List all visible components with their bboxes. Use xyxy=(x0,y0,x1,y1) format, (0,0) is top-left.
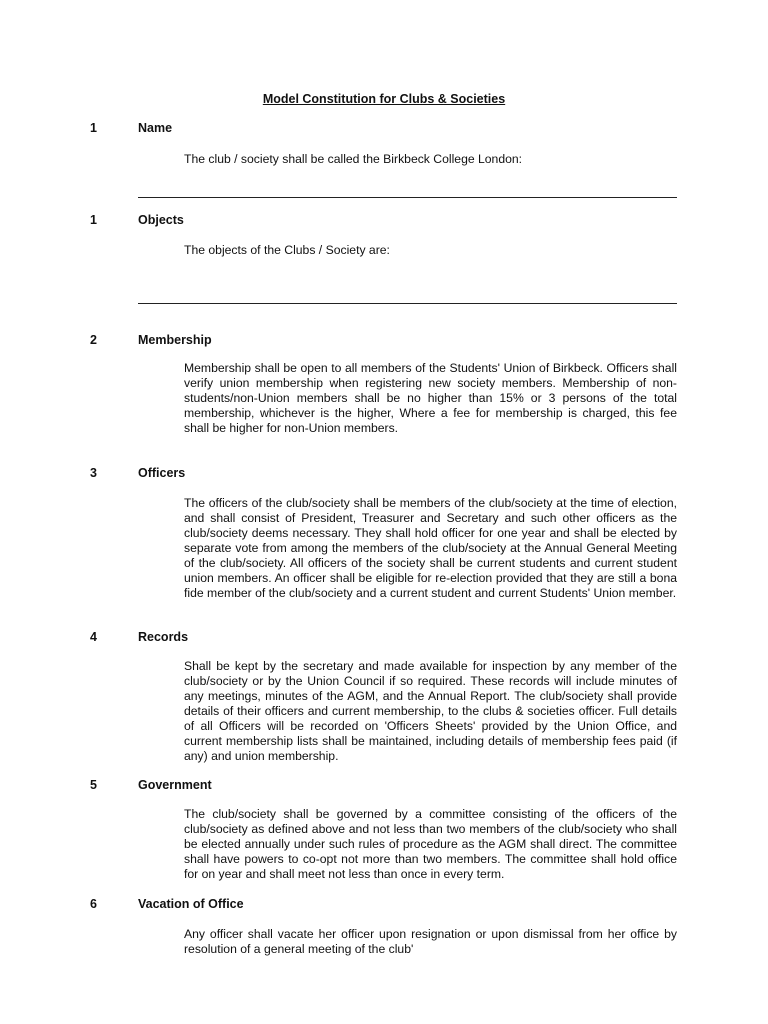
section-body: Membership shall be open to all members of the Students' Union of Birkbeck. Officers shall verify union membership when registering new society members. Membership of non-students/non-Union members shall be no higher than 15% or 3 persons of the total membership, whichever is the higher, Where a fee for membership is charged, this fee shall be higher for non-Union members. xyxy=(184,361,677,435)
section-heading: Vacation of Office xyxy=(138,897,244,911)
section-body: The objects of the Clubs / Society are: xyxy=(184,243,390,257)
section-body: The officers of the club/society shall be members of the club/society at the time of election, and shall consist of President, Treasurer and Secretary and such other officers as the club/society deems necessary. They shall hold officer for one year and shall be elected by separate vote from among the members of the club/society at the Annual General Meeting of the club/society. All officers of the society shall be current students and current student union members. An officer shall be eligible for re-election provided that they are still a bona fide member of the club/society and a current student and current Students' Union member. xyxy=(184,496,677,600)
section-number: 2 xyxy=(90,333,97,347)
section-number: 5 xyxy=(90,778,97,792)
section-heading: Name xyxy=(138,121,173,135)
section-body: The club / society shall be called the Birkbeck College London: xyxy=(184,152,523,166)
section-heading: Membership xyxy=(138,333,212,347)
section-heading: Officers xyxy=(138,466,186,480)
section-number: 1 xyxy=(90,213,97,227)
fill-in-line xyxy=(138,303,677,304)
fill-in-line xyxy=(138,197,677,198)
section-heading: Government xyxy=(138,778,212,792)
section-number: 4 xyxy=(90,630,97,644)
section-body: Any officer shall vacate her officer upon resignation or upon dismissal from her office by resolution of a general meeting of the club' xyxy=(184,927,677,956)
section-heading: Records xyxy=(138,630,189,644)
section-body: Shall be kept by the secretary and made available for inspection by any member of the club/society or by the Union Council if so required. These records will include minutes of any meetings, minutes of the AGM, and the Annual Report. The club/society shall provide details of their officers and current membership, to the clubs & societies officer. Full details of all Officers will be recorded on 'Officers Sheets' provided by the Union Office, and current membership lists shall be maintained, including details of membership fees paid (if any) and union membership. xyxy=(184,659,677,763)
section-number: 1 xyxy=(90,121,97,135)
section-body: The club/society shall be governed by a committee consisting of the officers of the club/society as defined above and not less than two members of the club/society who shall be elected annually under such rules of procedure as the AGM shall direct. The committee shall have powers to co-opt not more than two members. The committee shall hold office for on year and shall meet not less than once in every term. xyxy=(184,807,677,881)
section-number: 3 xyxy=(90,466,97,480)
section-number: 6 xyxy=(90,897,97,911)
document-title: Model Constitution for Clubs & Societies xyxy=(262,92,506,106)
section-heading: Objects xyxy=(138,213,184,227)
